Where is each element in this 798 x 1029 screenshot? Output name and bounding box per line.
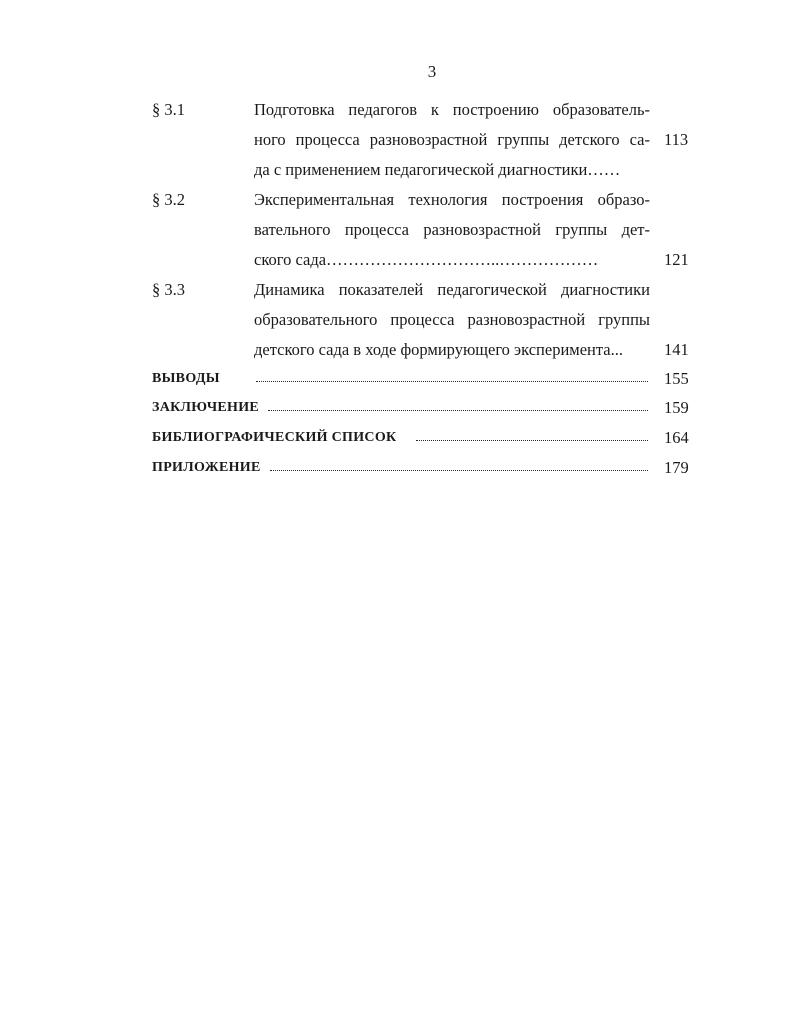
- heading-title: ВЫВОДЫ: [152, 371, 220, 386]
- section-title-line: ного процесса разновозрастной группы детского са-: [254, 130, 650, 149]
- dot-leader: [270, 462, 648, 471]
- heading-title: ПРИЛОЖЕНИЕ: [152, 460, 261, 475]
- section-title-line: Подготовка педагогов к построению образователь-: [254, 100, 650, 119]
- section-title-line: да с применением педагогической диагностики……: [254, 160, 621, 179]
- section-title-line: Экспериментальная технология построения образо-: [254, 190, 650, 209]
- section-title-line: образовательного процесса разновозрастной группы: [254, 310, 650, 329]
- heading-title: ЗАКЛЮЧЕНИЕ: [152, 400, 260, 415]
- page-ref: 164: [664, 428, 689, 447]
- heading-title: БИБЛИОГРАФИЧЕСКИЙ СПИСОК: [152, 430, 397, 445]
- page-ref: 121: [664, 250, 689, 269]
- section-title-line: Динамика показателей педагогической диагностики: [254, 280, 650, 299]
- page-ref: 179: [664, 458, 689, 477]
- dot-leader: [268, 402, 648, 411]
- section-number: § 3.2: [152, 190, 185, 209]
- dot-leader: [256, 373, 648, 382]
- section-title-line: детского сада в ходе формирующего эксперимента...: [254, 340, 623, 359]
- section-title-line: вательного процесса разновозрастной группы дет-: [254, 220, 650, 239]
- page-ref: 113: [664, 130, 689, 149]
- page-number: 3: [427, 62, 437, 81]
- dot-leader: [416, 432, 648, 441]
- page-ref: 159: [664, 398, 689, 417]
- section-number: § 3.1: [152, 100, 185, 119]
- section-title-line: ского сада…………………………..………………: [254, 250, 599, 269]
- page-ref: 141: [664, 340, 689, 359]
- page-ref: 155: [664, 369, 689, 388]
- section-number: § 3.3: [152, 280, 185, 299]
